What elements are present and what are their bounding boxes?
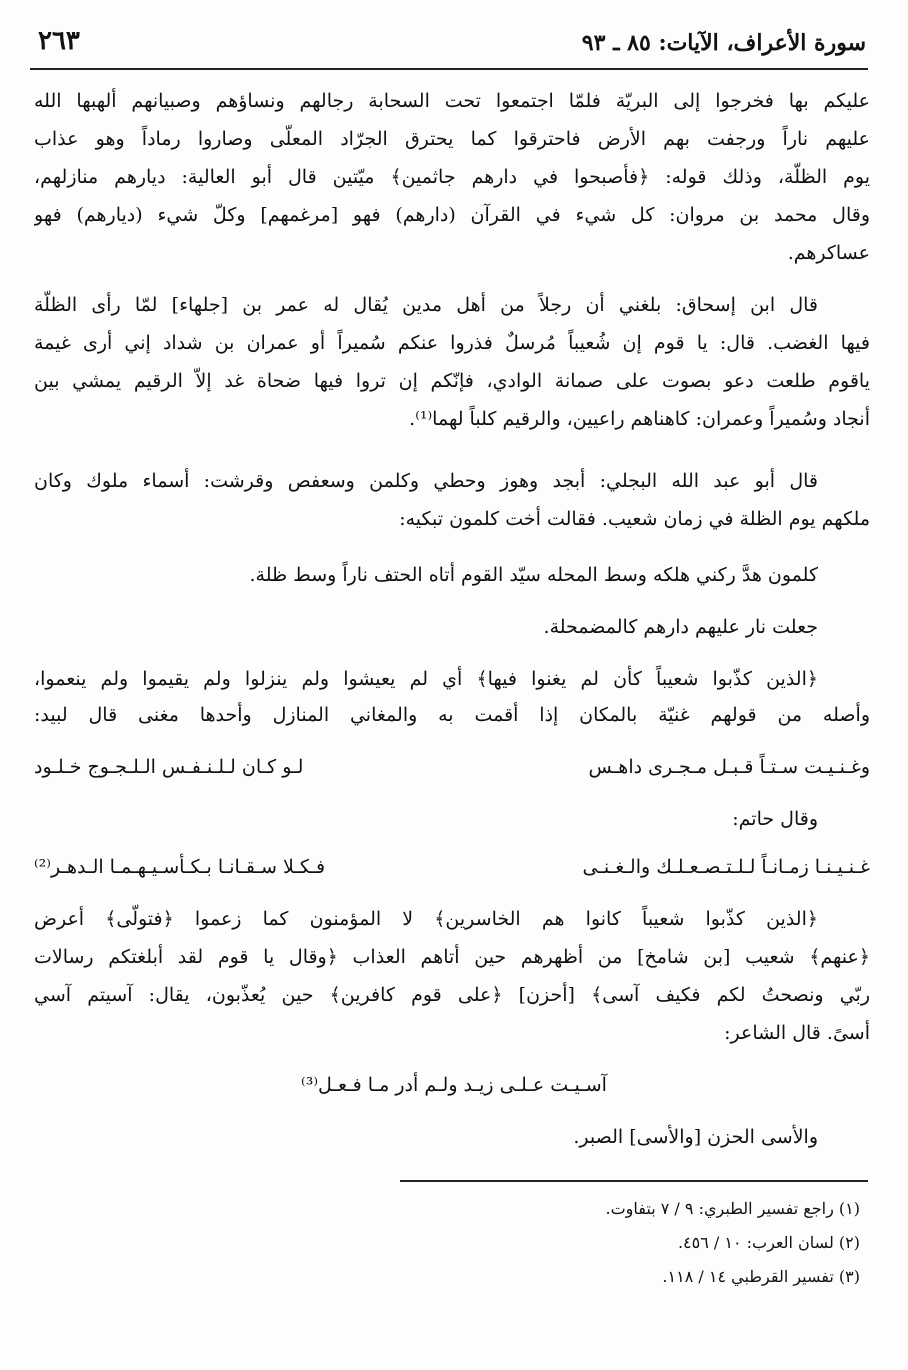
footnote: (٢) لسان العرب: ١٠ / ٤٥٦.	[677, 1233, 860, 1252]
text-line: والأسى الحزن [والأسى] الصبر.	[573, 1126, 818, 1148]
text-line: وقال محمد بن مروان: كل شيء في القرآن (دارهم) فهو [مرغمهم] وكلّ شيء (ديارهم) فهو	[34, 204, 870, 226]
text-line: ﴿عنهم﴾ شعيب [بن شامخ] من أظهرهم حين أتاهم العذاب ﴿وقال يا قوم لقد أبلغتكم رسالات	[34, 946, 870, 968]
text-line: عليكم بها فخرجوا إلى البريّة فلمّا اجتمعوا تحت السحابة رجالهم ونساؤهم وصبيانهم ألهبها الله	[34, 90, 870, 112]
text-line: ﴿الذين كذّبوا شعيباً كانوا هم الخاسرين﴾ لا المؤمنون كما زعموا ﴿فتولّى﴾ أعرض	[34, 908, 818, 930]
footnote-rule	[400, 1180, 868, 1182]
verse-first-half: وغـنـيـت سـتـاً قـبـل مـجـرى داهـس	[588, 756, 870, 778]
text-line: عليهم ناراً ورجفت بهم الأرض فاحترقوا كما يحترق الجرّاد المعلّى وصاروا رماداً وهو عذاب	[34, 128, 870, 150]
text-line: ياقوم طلعت دعو بصوت على صمانة الوادي، فإنّكم إن تروا فيها ضحاة غد إلاّ الرقيم يمشي بين	[34, 370, 870, 392]
text-line: وقال حاتم:	[732, 808, 818, 830]
text-line: وأصله من قولهم غنيّة بالمكان إذا أقمت به والمغاني المنازل وأحدها مغنى قال لبيد:	[34, 704, 870, 726]
verse-second-half: لـو كـان لـلـنـفـس الـلـجـوج خـلـود	[34, 756, 304, 778]
poem-verse	[34, 752, 870, 782]
text-line: ربّي ونصحتُ لكم فكيف آسى﴾ [أحزن] ﴿على قوم كافرين﴾ حين يُعذّبون، يقال: آسيتم آسي	[34, 984, 870, 1006]
text-line: أنجاد وسُميراً وعمران: كاهناهم راعيين، والرقيم كلباً لهما⁽¹⁾.	[409, 408, 870, 430]
running-header: سورة الأعراف، الآيات: ٨٥ ـ ٩٣	[581, 30, 866, 56]
text-line: كلمون هدَّ ركني هلكه وسط المحله سيّد القوم أتاه الحتف ناراً وسط ظلة.	[249, 564, 818, 586]
text-line: فيها الغضب. قال: يا قوم إن شُعيباً مُرسلٌ فذروا عنكم سُميراً أو عمران بن شداد إني أرى غيمة	[34, 332, 870, 354]
header-rule	[30, 68, 868, 70]
text-line: ملكهم يوم الظلة في زمان شعيب. فقالت أخت كلمون تبكيه:	[399, 508, 870, 530]
text-line: ﴿الذين كذّبوا شعيباً كأن لم يغنوا فيها﴾ أي لم يعيشوا ولم ينزلوا ولم يقيموا ولم ينعموا،	[34, 668, 818, 690]
page-number: ٢٦٣	[38, 26, 80, 56]
footnote: (٣) تفسير القرطبي ١٤ / ١١٨.	[662, 1267, 860, 1286]
text-line: قال ابن إسحاق: بلغني أن رجلاً من أهل مدين يُقال له عمر بن [جلهاء] لمّا رأى الظلّة	[34, 294, 818, 316]
text-line: أسىً. قال الشاعر:	[724, 1022, 870, 1044]
poem-verse-single: آسـيـت عـلـى زيـد ولـم أدر مـا فـعـل⁽³⁾	[301, 1074, 607, 1096]
text-line: جعلت نار عليهم دارهم كالمضمحلة.	[543, 616, 818, 638]
poem-verse	[34, 852, 870, 882]
text-line: عساكرهم.	[787, 242, 870, 264]
verse-first-half: غـنـيـنـا زمـانـاً لـلـتـصـعـلـك والـغـنـى	[582, 856, 870, 878]
text-line: يوم الظلّة، وذلك قوله: ﴿فأصبحوا في دارهم جاثمين﴾ ميّتين قال أبو العالية: ديارهم منازلهم،	[34, 166, 870, 188]
text-line: قال أبو عبد الله البجلي: أبجد وهوز وحطي وكلمن وسعفص وقرشت: أسماء ملوك وكان	[34, 470, 818, 492]
verse-second-half: فـكـلا سـقـانـا بـكـأسـيـهـمـا الـدهـر⁽²⁾	[34, 856, 326, 878]
footnote: (١) راجع تفسير الطبري: ٩ / ٧ بتفاوت.	[605, 1199, 860, 1218]
